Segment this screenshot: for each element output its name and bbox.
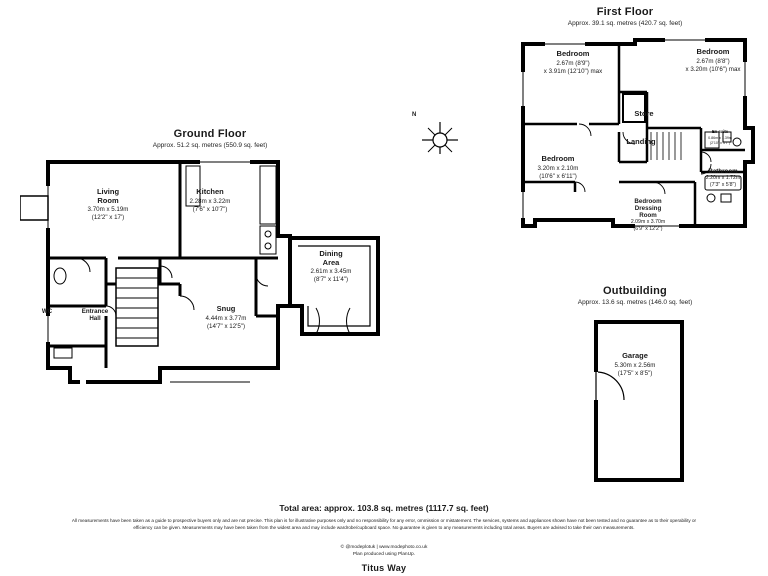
room-label-store: Store [634,109,654,118]
room-label-bedroom-3: Bedroom 3.20m x 2.10m (10'6" x 6'11") [537,154,579,180]
ground-floor-title: Ground Floor [173,128,247,140]
ground-floor-heading [135,128,285,149]
disclaimer-text: All measurements have been taken as a guide to prospective buyers only and are not precise. This plan is for illustrative purposes only and no responsibility for any error, ommission or mistatement. The services, systems and appliances shown have not been tested and no guarantee as to their operability or efficiency can be given. Measurements may have been taken from the widest area and may include wardrobe/cupboard space. No guarantee is given to any measurements including total areas. Buyers are advised to take their own measurements. [71,518,697,530]
room-label-en-suite: En suite 0.86m x 1.39m (2'10" x 4'7") [708,129,732,145]
credit-line-2: Plan produced using PlanUp. [352,552,416,557]
room-label-entrance-hall: Entrance Hall [81,308,109,323]
room-label-bedroom-2: Bedroom 2.67m (8'8") x 3.20m (10'6") max [685,47,741,73]
room-label-snug: Snug 4.44m x 3.77m (14'7" x 12'5") [205,304,247,330]
ground-floor-subtitle: Approx. 51.2 sq. metres (550.9 sq. feet) [152,142,268,149]
property-address: Titus Way [361,563,407,573]
room-label-bathroom: Bathroom 2.20m x 1.72m (7'3" x 5'8") [705,168,741,189]
room-label-kitchen: Kitchen 2.28m x 3.22m (7'6" x 10'7") [189,187,231,213]
total-area-text: Total area: approx. 103.8 sq. metres (1117.7 sq. feet) [279,503,489,513]
compass [412,112,460,156]
credit-line-1: © @modeplotuk | www.modephoto.co.uk [340,545,428,550]
room-label-wc: WC [41,308,53,315]
room-label-bedroom-dressing-room: Bedroom Dressing Room 2.09m x 3.70m (6'9" x 12'2") [630,198,666,233]
first-floor-title: First Floor [596,6,654,18]
outbuilding-plan [580,316,690,486]
compass-north-label: N [412,112,417,118]
outbuilding-subtitle: Approx. 13.6 sq. metres (146.0 sq. feet) [577,299,693,306]
first-floor-subtitle: Approx. 39.1 sq. metres (420.7 sq. feet) [567,20,683,27]
room-label-bedroom-1: Bedroom 2.67m (8'9") x 3.91m (12'10") max [543,49,603,75]
outbuilding-heading [560,285,710,306]
room-label-landing: Landing [626,137,656,146]
room-label-dining-area: Dining Area 2.61m x 3.45m (8'7" x 11'4") [310,249,352,284]
room-label-living-room: Living Room 3.70m x 5.19m (12'2" x 17') [87,187,129,222]
compass-rose-icon [420,120,460,156]
outbuilding-title: Outbuilding [603,285,667,297]
room-label-garage: Garage 5.30m x 2.56m (17'5" x 8'5") [614,351,656,377]
first-floor-heading [560,6,690,27]
